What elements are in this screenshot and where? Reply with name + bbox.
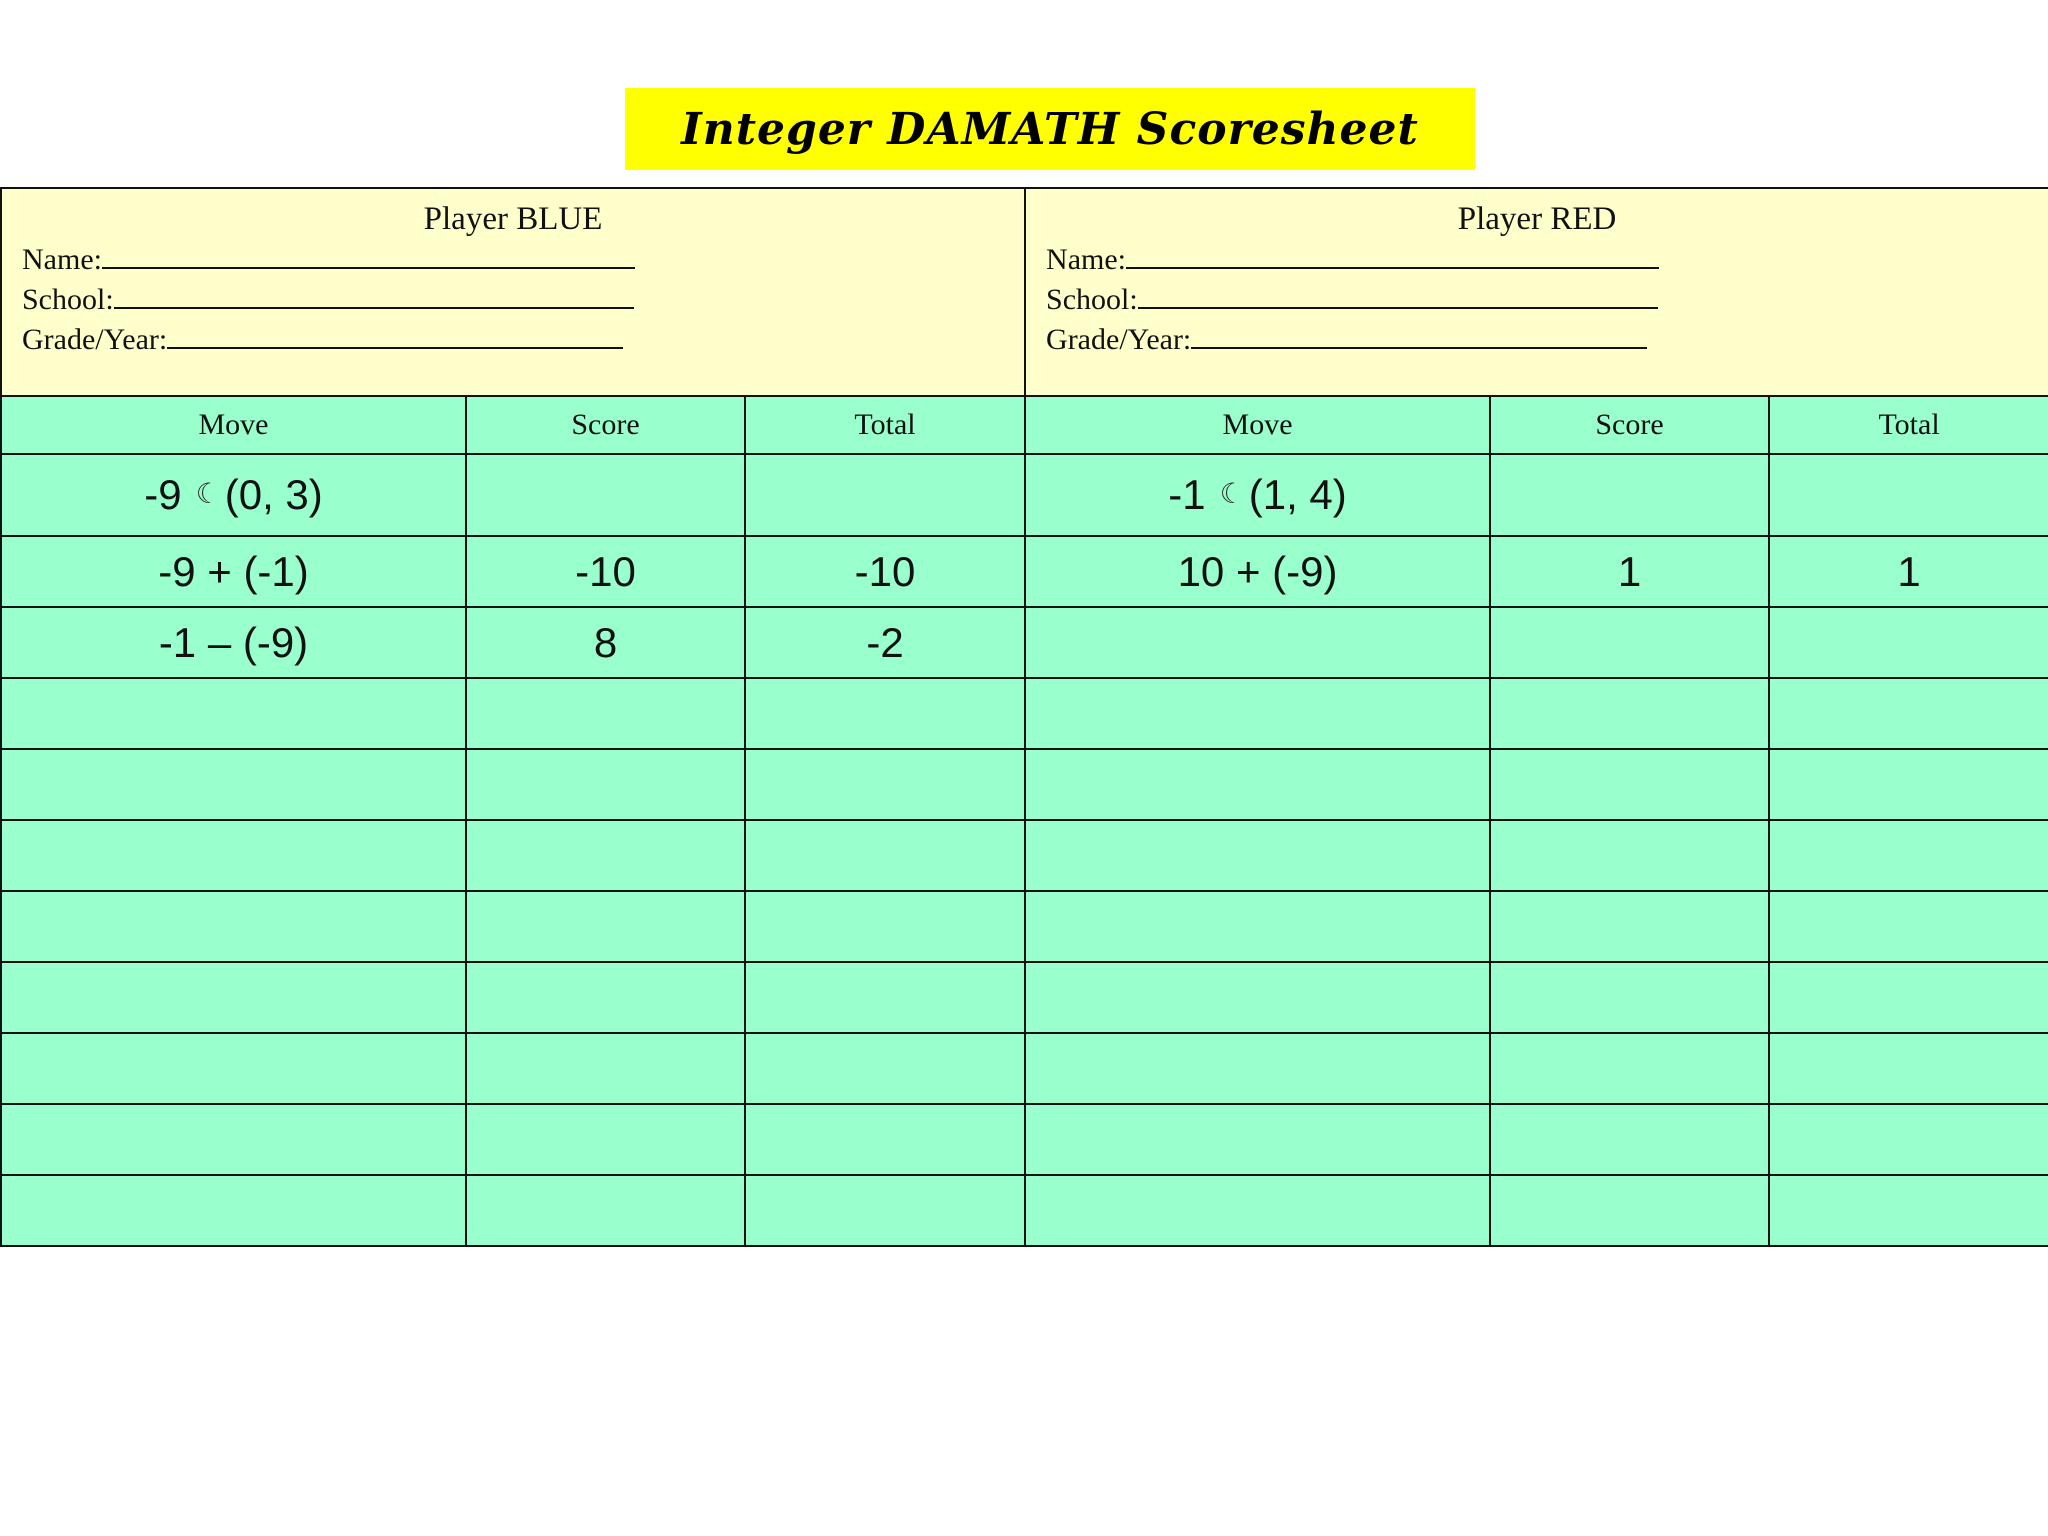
blue-score-header: Score xyxy=(466,396,745,454)
red-score-cell[interactable] xyxy=(1490,607,1769,678)
blue-move-cell[interactable] xyxy=(1,1033,466,1104)
blue-move-cell[interactable] xyxy=(1,891,466,962)
school-blank-line[interactable] xyxy=(114,279,634,309)
red-score-cell[interactable] xyxy=(1490,1175,1769,1246)
red-total-cell[interactable] xyxy=(1769,1104,2048,1175)
table-row xyxy=(1,1033,2048,1104)
blue-move-cell[interactable] xyxy=(1,678,466,749)
player-red-school-field[interactable] xyxy=(1046,279,2028,319)
red-move-cell[interactable] xyxy=(1025,1033,1490,1104)
blue-move-cell[interactable] xyxy=(1,820,466,891)
move-value: -9 xyxy=(144,471,182,518)
player-blue-school-field[interactable] xyxy=(22,279,1004,319)
blue-move-cell[interactable] xyxy=(1,749,466,820)
blue-score-cell[interactable] xyxy=(466,1104,745,1175)
player-red-name-field[interactable] xyxy=(1046,239,2028,279)
grade-year-blank-line[interactable] xyxy=(167,319,623,349)
school-label: School: xyxy=(1046,283,1138,316)
red-score-cell[interactable] xyxy=(1490,820,1769,891)
name-blank-line[interactable] xyxy=(1126,239,1659,269)
red-total-cell[interactable] xyxy=(1769,454,2048,536)
blue-score-cell[interactable] xyxy=(466,962,745,1033)
column-header-row xyxy=(1,396,2048,454)
title-banner xyxy=(625,88,1475,170)
red-total-header: Total xyxy=(1769,396,2048,454)
red-score-cell[interactable] xyxy=(1490,1033,1769,1104)
blue-total-cell[interactable]: -10 xyxy=(745,536,1025,607)
table-row xyxy=(1,678,2048,749)
blue-score-cell[interactable]: 8 xyxy=(466,607,745,678)
red-score-cell[interactable] xyxy=(1490,678,1769,749)
blue-total-cell[interactable] xyxy=(745,1104,1025,1175)
blue-score-cell[interactable] xyxy=(466,749,745,820)
table-row xyxy=(1,820,2048,891)
table-row xyxy=(1,962,2048,1033)
school-blank-line[interactable] xyxy=(1138,279,1658,309)
page-title: Integer DAMATH Scoresheet xyxy=(681,103,1419,155)
blue-total-cell[interactable] xyxy=(745,891,1025,962)
name-blank-line[interactable] xyxy=(102,239,635,269)
blue-total-cell[interactable] xyxy=(745,1175,1025,1246)
red-total-cell[interactable] xyxy=(1769,1175,2048,1246)
move-coordinate: (1, 4) xyxy=(1248,471,1347,518)
red-total-cell[interactable] xyxy=(1769,749,2048,820)
red-score-cell[interactable] xyxy=(1490,749,1769,820)
blue-total-cell[interactable] xyxy=(745,749,1025,820)
player-red-panel xyxy=(1025,188,2048,396)
red-move-cell[interactable] xyxy=(1025,962,1490,1033)
red-move-cell[interactable] xyxy=(1025,820,1490,891)
grade-year-label: Grade/Year: xyxy=(1046,323,1192,356)
red-total-cell[interactable] xyxy=(1769,678,2048,749)
red-move-cell[interactable] xyxy=(1025,749,1490,820)
red-move-cell[interactable]: 10 + (-9) xyxy=(1025,536,1490,607)
blue-score-cell[interactable] xyxy=(466,678,745,749)
crescent-moon-icon: ☾ xyxy=(1219,477,1245,510)
blue-score-cell[interactable] xyxy=(466,820,745,891)
blue-move-cell[interactable]: -9 + (-1) xyxy=(1,536,466,607)
blue-total-cell[interactable]: -2 xyxy=(745,607,1025,678)
table-row xyxy=(1,607,2048,678)
blue-total-cell[interactable] xyxy=(745,962,1025,1033)
table-row xyxy=(1,454,2048,536)
table-row xyxy=(1,891,2048,962)
red-score-cell[interactable] xyxy=(1490,891,1769,962)
red-score-cell[interactable] xyxy=(1490,1104,1769,1175)
red-total-cell[interactable] xyxy=(1769,820,2048,891)
player-blue-name-field[interactable] xyxy=(22,239,1004,279)
player-red-heading: Player RED xyxy=(1457,201,1617,237)
red-move-cell[interactable] xyxy=(1025,678,1490,749)
red-total-cell[interactable] xyxy=(1769,962,2048,1033)
grade-year-blank-line[interactable] xyxy=(1191,319,1647,349)
blue-move-header: Move xyxy=(1,396,466,454)
table-row xyxy=(1,1175,2048,1246)
red-total-cell[interactable]: 1 xyxy=(1769,536,2048,607)
scoresheet-table xyxy=(0,187,2048,1247)
grade-year-label: Grade/Year: xyxy=(22,323,168,356)
table-row xyxy=(1,1104,2048,1175)
player-blue-heading: Player BLUE xyxy=(423,201,603,237)
crescent-moon-icon: ☾ xyxy=(195,477,221,510)
red-score-cell[interactable] xyxy=(1490,962,1769,1033)
move-coordinate: (0, 3) xyxy=(224,471,323,518)
blue-total-header: Total xyxy=(745,396,1025,454)
move-value: -1 xyxy=(1168,471,1206,518)
blue-score-cell[interactable] xyxy=(466,1033,745,1104)
blue-score-cell[interactable]: -10 xyxy=(466,536,745,607)
red-score-cell[interactable] xyxy=(1490,454,1769,536)
blue-total-cell[interactable] xyxy=(745,820,1025,891)
blue-total-cell[interactable] xyxy=(745,454,1025,536)
school-label: School: xyxy=(22,283,114,316)
red-move-cell[interactable] xyxy=(1025,607,1490,678)
red-total-cell[interactable] xyxy=(1769,1033,2048,1104)
red-move-cell[interactable] xyxy=(1025,1104,1490,1175)
blue-move-cell[interactable] xyxy=(1,1104,466,1175)
red-total-cell[interactable] xyxy=(1769,891,2048,962)
red-move-cell[interactable] xyxy=(1025,1175,1490,1246)
red-move-header: Move xyxy=(1025,396,1490,454)
red-total-cell[interactable] xyxy=(1769,607,2048,678)
red-score-cell[interactable]: 1 xyxy=(1490,536,1769,607)
table-row xyxy=(1,536,2048,607)
player-info-row xyxy=(1,188,2048,396)
blue-move-cell[interactable]: -1 – (-9) xyxy=(1,607,466,678)
blue-score-cell[interactable] xyxy=(466,1175,745,1246)
table-row xyxy=(1,749,2048,820)
player-blue-panel xyxy=(1,188,1025,396)
blue-total-cell[interactable] xyxy=(745,1033,1025,1104)
red-move-cell[interactable] xyxy=(1025,454,1490,536)
player-red-grade-field[interactable] xyxy=(1046,319,2028,359)
name-label: Name: xyxy=(22,243,102,276)
player-blue-grade-field[interactable] xyxy=(22,319,1004,359)
blue-move-cell[interactable] xyxy=(1,454,466,536)
blue-total-cell[interactable] xyxy=(745,678,1025,749)
blue-score-cell[interactable] xyxy=(466,891,745,962)
name-label: Name: xyxy=(1046,243,1126,276)
red-move-cell[interactable] xyxy=(1025,891,1490,962)
blue-move-cell[interactable] xyxy=(1,962,466,1033)
blue-score-cell[interactable] xyxy=(466,454,745,536)
blue-move-cell[interactable] xyxy=(1,1175,466,1246)
red-score-header: Score xyxy=(1490,396,1769,454)
